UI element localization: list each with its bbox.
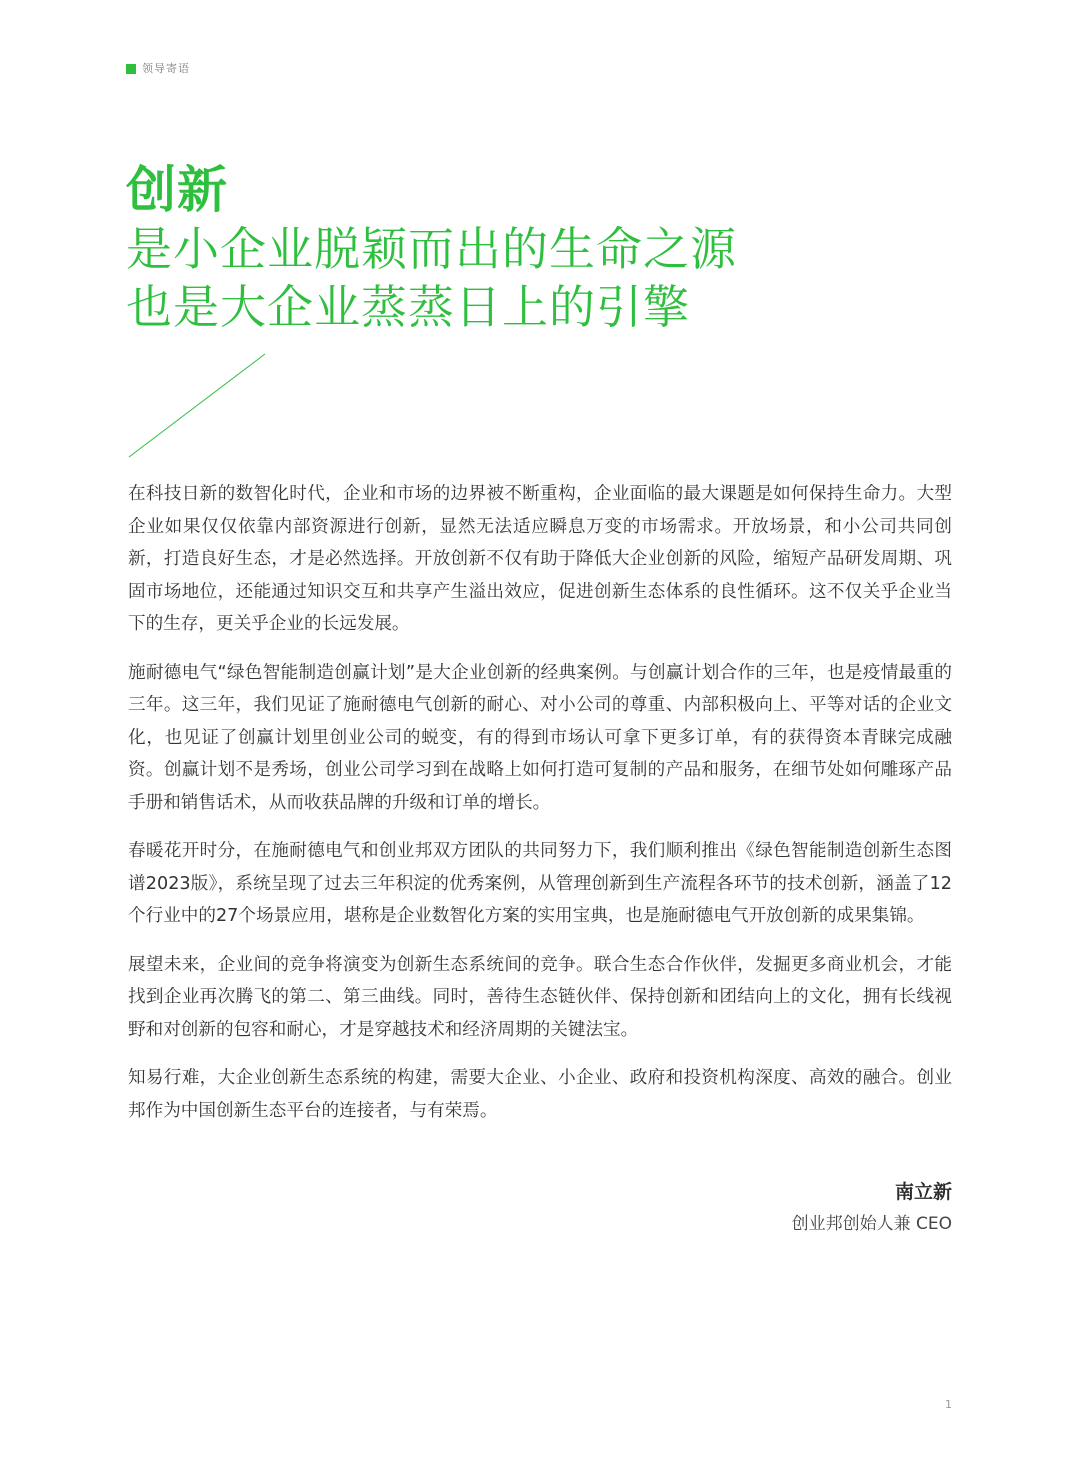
section-label: 领导寄语 bbox=[142, 62, 190, 75]
signature bbox=[792, 1176, 952, 1240]
section-tag bbox=[126, 62, 190, 76]
signature-title: 创业邦创始人兼 CEO bbox=[791, 1214, 952, 1234]
decorative-diagonal-line bbox=[128, 352, 268, 458]
body-text bbox=[128, 478, 952, 1143]
headline bbox=[126, 160, 946, 336]
headline-line-3: 也是大企业蒸蒸日上的引擎 bbox=[126, 280, 690, 334]
headline-line-1: 创新 bbox=[126, 161, 228, 219]
page-number: 1 bbox=[945, 1398, 952, 1411]
paragraph-5: 知易行难，大企业创新生态系统的构建，需要大企业、小企业、政府和投资机构深度、高效的融合。创业邦作为中国创新生态平台的连接者，与有荣焉。 bbox=[128, 1068, 952, 1121]
paragraph-4: 展望未来，企业间的竞争将演变为创新生态系统间的竞争。联合生态合作伙伴，发掘更多商业机会，才能找到企业再次腾飞的第二、第三曲线。同时，善待生态链伙伴、保持创新和团结向上的文化，拥有长线视野和对创新的包容和耐心，才是穿越技术和经济周期的关键法宝。 bbox=[128, 954, 952, 1040]
headline-line-2: 是小企业脱颖而出的生命之源 bbox=[126, 222, 737, 276]
signature-name: 南立新 bbox=[894, 1181, 952, 1203]
paragraph-1: 在科技日新的数智化时代，企业和市场的边界被不断重构，企业面临的最大课题是如何保持生命力。大型企业如果仅仅依靠内部资源进行创新，显然无法适应瞬息万变的市场需求。开放场景，和小公司共同创新，打造良好生态，才是必然选择。开放创新不仅有助于降低大企业创新的风险，缩短产品研发周期、巩固市场地位，还能通过知识交互和共享产生溢出效应，促进创新生态体系的良性循环。这不仅关乎企业当下的生存，更关乎企业的长远发展。 bbox=[128, 484, 952, 634]
paragraph-3: 春暖花开时分，在施耐德电气和创业邦双方团队的共同努力下，我们顺利推出《绿色智能制造创新生态图谱2023版》，系统呈现了过去三年积淀的优秀案例，从管理创新到生产流程各环节的技术创新，涵盖了12个行业中的27个场景应用，堪称是企业数智化方案的实用宝典，也是施耐德电气开放创新的成果集锦。 bbox=[128, 841, 952, 926]
green-square-icon bbox=[126, 64, 136, 74]
paragraph-2: 施耐德电气“绿色智能制造创赢计划”是大企业创新的经典案例。与创赢计划合作的三年，也是疫情最重的三年。这三年，我们见证了施耐德电气创新的耐心、对小公司的尊重、内部积极向上、平等对话的企业文化，也见证了创赢计划里创业公司的蜕变，有的得到市场认可拿下更多订单，有的获得资本青睐完成融资。创赢计划不是秀场，创业公司学习到在战略上如何打造可复制的产品和服务，在细节处如何雕琢产品手册和销售话术，从而收获品牌的升级和订单的增长。 bbox=[128, 662, 952, 813]
